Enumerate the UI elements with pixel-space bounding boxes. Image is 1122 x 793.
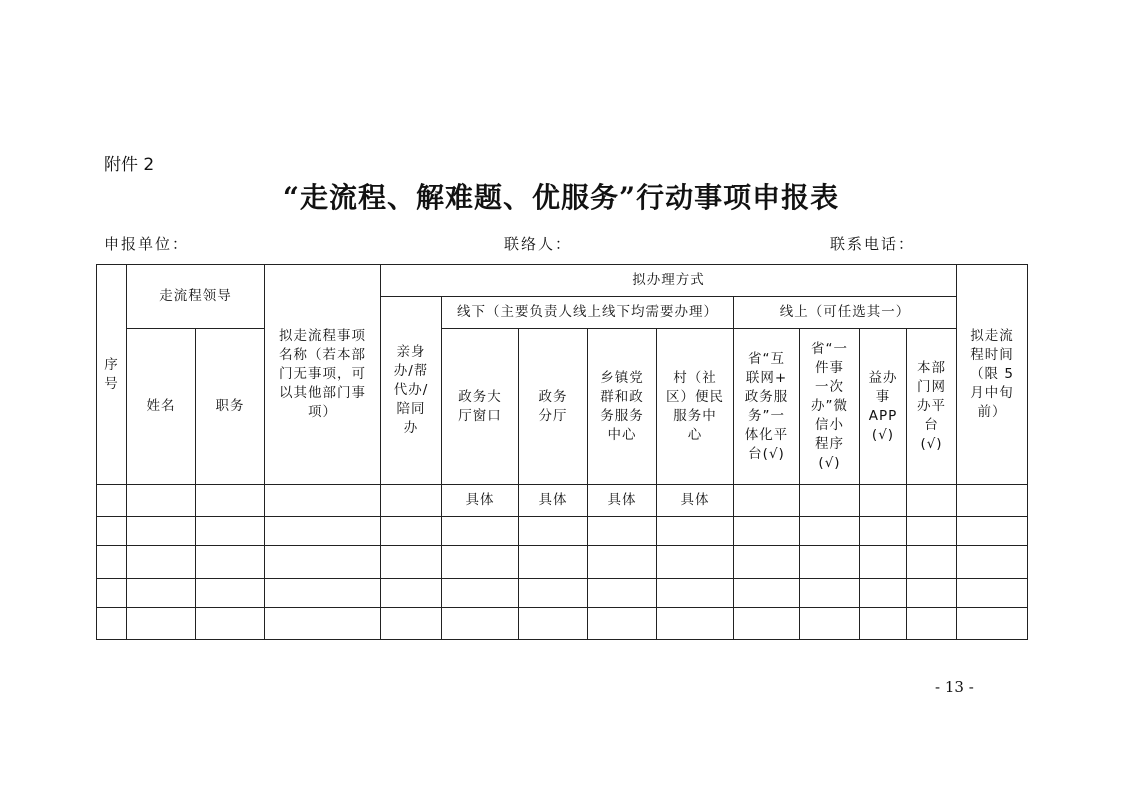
header-mini-program: 省“一 件事 一次 办”微 信小 程序 (√) — [800, 329, 860, 485]
header-method: 拟办理方式 — [381, 265, 957, 297]
header-offline: 线下（主要负责人线上线下均需要办理） — [442, 297, 734, 329]
table-cell[interactable] — [196, 485, 265, 517]
table-cell[interactable] — [860, 485, 907, 517]
table-cell[interactable] — [381, 608, 442, 640]
table-cell[interactable] — [265, 517, 381, 546]
table-cell[interactable] — [196, 546, 265, 579]
table-row — [97, 517, 1028, 546]
table-cell[interactable] — [196, 608, 265, 640]
table-cell[interactable] — [734, 546, 800, 579]
table-cell[interactable] — [97, 485, 127, 517]
table-cell[interactable] — [127, 517, 196, 546]
table-cell[interactable] — [519, 517, 588, 546]
application-form-table — [96, 264, 1028, 640]
table-cell[interactable] — [657, 579, 734, 608]
table-cell[interactable] — [907, 608, 957, 640]
header-time: 拟走流 程时间 （限 5 月中旬 前） — [957, 265, 1028, 485]
table-cell[interactable] — [860, 608, 907, 640]
table-cell[interactable] — [734, 517, 800, 546]
header-online: 线上（可任选其一） — [734, 297, 957, 329]
table-row — [97, 485, 1028, 517]
table-cell[interactable] — [265, 485, 381, 517]
table-row — [97, 579, 1028, 608]
attachment-label: 附件 2 — [104, 155, 155, 175]
table-cell[interactable] — [588, 579, 657, 608]
cell-village-center[interactable]: 具体 — [657, 485, 734, 517]
table-cell[interactable] — [381, 546, 442, 579]
table-cell[interactable] — [381, 485, 442, 517]
header-app: 益办 事 APP (√) — [860, 329, 907, 485]
table-row — [97, 608, 1028, 640]
header-sub-hall: 政务 分厅 — [519, 329, 588, 485]
header-hall-window: 政务大 厅窗口 — [442, 329, 519, 485]
header-position: 职务 — [196, 329, 265, 485]
header-provincial-platform: 省“互 联网+ 政务服 务”一 体化平 台(√) — [734, 329, 800, 485]
table-cell[interactable] — [442, 517, 519, 546]
table-cell[interactable] — [907, 485, 957, 517]
table-cell[interactable] — [957, 517, 1028, 546]
table-cell[interactable] — [860, 546, 907, 579]
table-cell[interactable] — [196, 579, 265, 608]
header-name: 姓名 — [127, 329, 196, 485]
table-cell[interactable] — [519, 546, 588, 579]
table-cell[interactable] — [588, 517, 657, 546]
table-cell[interactable] — [97, 546, 127, 579]
table-cell[interactable] — [800, 546, 860, 579]
table-cell[interactable] — [657, 517, 734, 546]
table-cell[interactable] — [265, 579, 381, 608]
table-cell[interactable] — [734, 485, 800, 517]
table-cell[interactable] — [800, 517, 860, 546]
table-cell[interactable] — [97, 517, 127, 546]
header-dept-platform: 本部 门网 办平 台 (√) — [907, 329, 957, 485]
table-cell[interactable] — [860, 517, 907, 546]
table-cell[interactable] — [381, 517, 442, 546]
table-cell[interactable] — [127, 546, 196, 579]
table-cell[interactable] — [657, 608, 734, 640]
table-cell[interactable] — [588, 546, 657, 579]
contact-phone-label: 联系电话： — [830, 235, 916, 253]
table-cell[interactable] — [800, 579, 860, 608]
table-cell[interactable] — [97, 579, 127, 608]
table-cell[interactable] — [196, 517, 265, 546]
table-cell[interactable] — [860, 579, 907, 608]
table-row — [97, 546, 1028, 579]
header-seq: 序 号 — [97, 265, 127, 485]
cell-hall-window[interactable]: 具体 — [442, 485, 519, 517]
header-row-1 — [97, 265, 1028, 297]
table-cell[interactable] — [442, 608, 519, 640]
table-cell[interactable] — [957, 546, 1028, 579]
table-cell[interactable] — [588, 608, 657, 640]
cell-town-center[interactable]: 具体 — [588, 485, 657, 517]
table-cell[interactable] — [957, 579, 1028, 608]
table-cell[interactable] — [957, 608, 1028, 640]
table-cell[interactable] — [657, 546, 734, 579]
table-cell[interactable] — [734, 608, 800, 640]
cell-sub-hall[interactable]: 具体 — [519, 485, 588, 517]
header-town-center: 乡镇党 群和政 务服务 中心 — [588, 329, 657, 485]
table-cell[interactable] — [734, 579, 800, 608]
table-cell[interactable] — [127, 579, 196, 608]
table-cell[interactable] — [97, 608, 127, 640]
header-item-name: 拟走流程事项 名称（若本部 门无事项，可 以其他部门事 项） — [265, 265, 381, 485]
table-cell[interactable] — [907, 517, 957, 546]
table-cell[interactable] — [442, 546, 519, 579]
page-title: “走流程、解难题、优服务”行动事项申报表 — [282, 181, 840, 214]
table-cell[interactable] — [907, 579, 957, 608]
header-leader: 走流程领导 — [127, 265, 265, 329]
table-cell[interactable] — [381, 579, 442, 608]
table-cell[interactable] — [265, 608, 381, 640]
reporting-unit-label: 申报单位： — [104, 235, 190, 253]
table-cell[interactable] — [957, 485, 1028, 517]
table-cell[interactable] — [907, 546, 957, 579]
table-cell[interactable] — [519, 608, 588, 640]
table-cell[interactable] — [127, 485, 196, 517]
table-cell[interactable] — [442, 579, 519, 608]
table-cell[interactable] — [265, 546, 381, 579]
header-row-3 — [97, 329, 1028, 485]
page-number: - 13 - — [935, 678, 974, 696]
table-cell[interactable] — [127, 608, 196, 640]
table-cell[interactable] — [800, 608, 860, 640]
header-in-person: 亲身 办/帮 代办/ 陪同 办 — [381, 297, 442, 485]
contact-person-label: 联络人： — [504, 235, 573, 253]
table-cell[interactable] — [800, 485, 860, 517]
header-village-center: 村（社 区）便民 服务中 心 — [657, 329, 734, 485]
table-cell[interactable] — [519, 579, 588, 608]
